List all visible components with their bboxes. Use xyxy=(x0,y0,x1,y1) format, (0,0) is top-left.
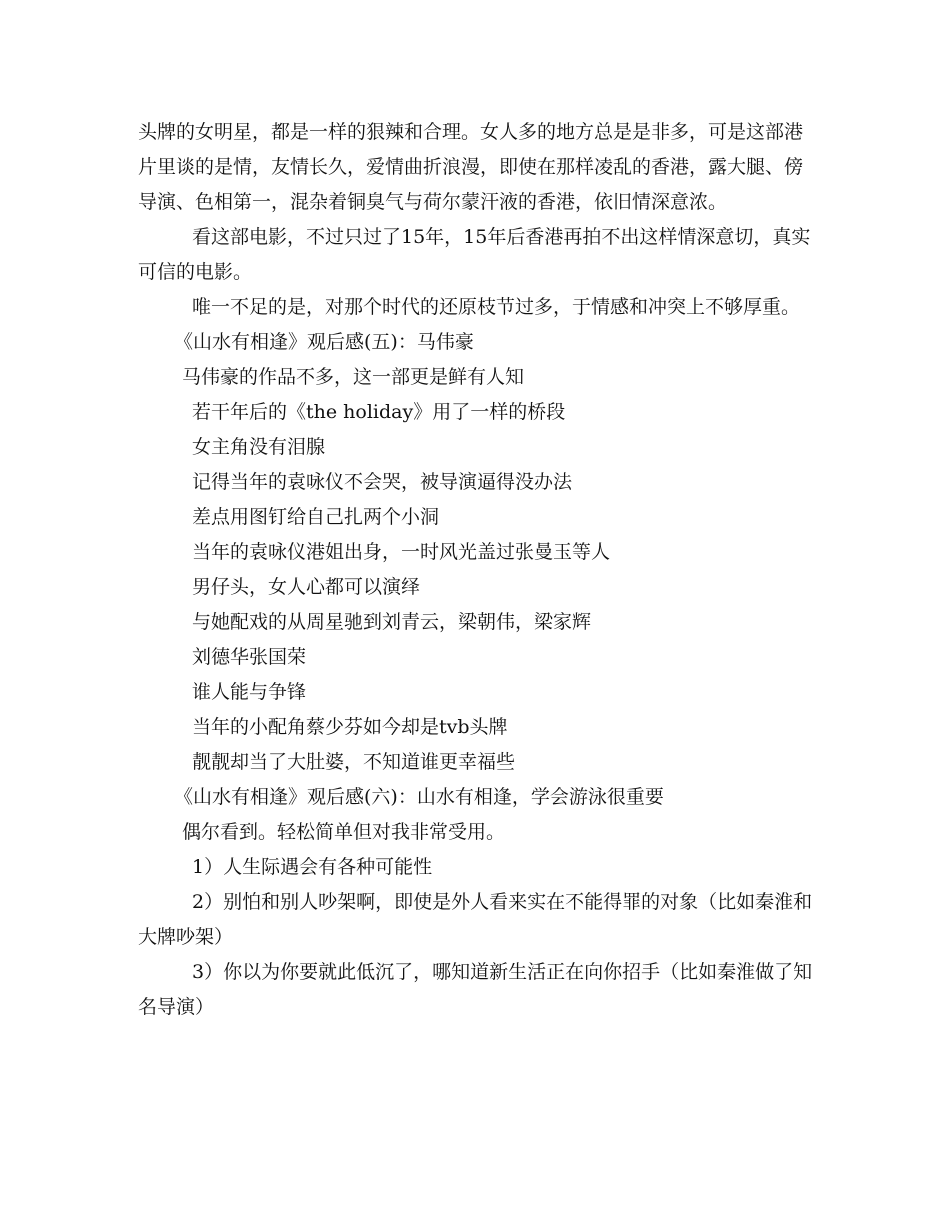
paragraph-6: 女主角没有泪腺 xyxy=(192,436,326,458)
paragraph-11: 与她配戏的从周星驰到刘青云，梁朝伟，梁家辉 xyxy=(192,611,592,633)
list-item-2: 2）别怕和别人吵架啊，即使是外人看来实在不能得罪的对象（比如秦淮和大牌吵架） xyxy=(138,891,813,948)
list-item-1: 1）人生际遇会有各种可能性 xyxy=(192,856,433,878)
list-item-3: 3）你以为你要就此低沉了，哪知道新生活正在向你招手（比如秦淮做了知名导演） xyxy=(138,961,813,1018)
section-heading-6: 《山水有相逢》观后感(六)：山水有相逢，学会游泳很重要 xyxy=(174,786,664,808)
paragraph-14: 当年的小配角蔡少芬如今却是tvb头牌 xyxy=(192,716,508,738)
paragraph-13: 谁人能与争锋 xyxy=(192,681,307,703)
paragraph-15: 靓靓却当了大肚婆，不知道谁更幸福些 xyxy=(192,751,516,773)
paragraph-1: 头牌的女明星，都是一样的狠辣和合理。女人多的地方总是是非多，可是这部港片里谈的是情，友情长久，爱情曲折浪漫，即使在那样凌乱的香港，露大腿、傍导演、色相第一，混杂着铜臭气与荷尔蒙汗液的香港，依旧情深意浓。 xyxy=(138,121,804,213)
section-heading-5: 《山水有相逢》观后感(五)：马伟豪 xyxy=(174,331,474,353)
paragraph-5: 若干年后的《the holiday》用了一样的桥段 xyxy=(192,401,566,423)
paragraph-10: 男仔头，女人心都可以演绎 xyxy=(192,576,421,598)
paragraph-8: 差点用图钉给自己扎两个小洞 xyxy=(192,506,440,528)
paragraph-3: 唯一不足的是，对那个时代的还原枝节过多，于情感和冲突上不够厚重。 xyxy=(192,296,801,318)
paragraph-9: 当年的袁咏仪港姐出身，一时风光盖过张曼玉等人 xyxy=(192,541,611,563)
paragraph-7: 记得当年的袁咏仪不会哭，被导演逼得没办法 xyxy=(192,471,573,493)
document-body xyxy=(138,115,818,1025)
paragraph-4: 马伟豪的作品不多，这一部更是鲜有人知 xyxy=(182,366,525,388)
paragraph-2: 看这部电影，不过只过了15年，15年后香港再拍不出这样情深意切，真实可信的电影。 xyxy=(138,226,811,283)
paragraph-16: 偶尔看到。轻松简单但对我非常受用。 xyxy=(182,821,506,843)
paragraph-12: 刘德华张国荣 xyxy=(192,646,307,668)
